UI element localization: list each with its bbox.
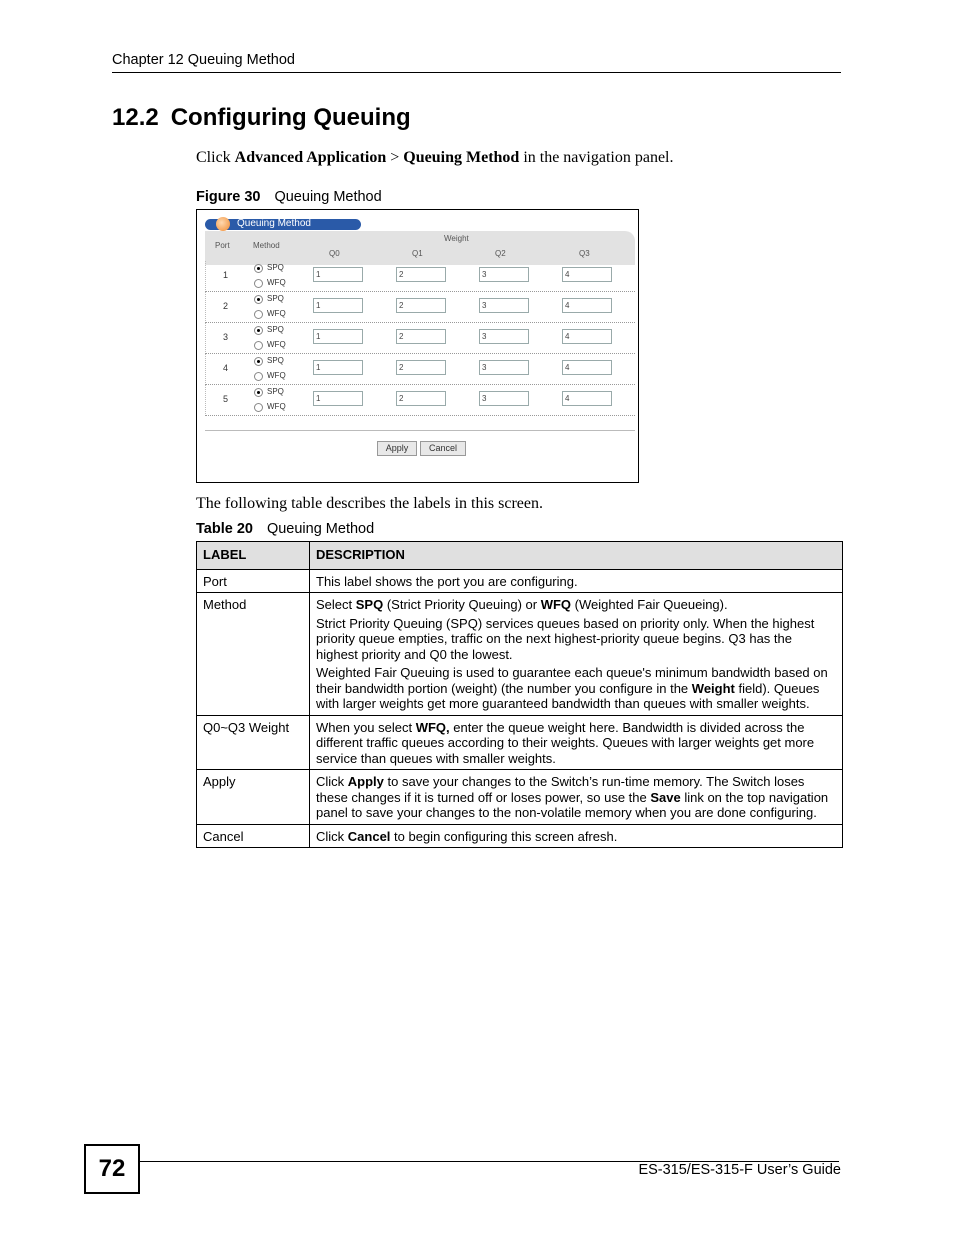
port-number: 1 [223,270,229,280]
row-description [310,715,843,770]
row-description [310,569,843,593]
description-table [196,541,843,848]
row-label: Q0~Q3 Weight [197,715,310,770]
row-label: Method [197,593,310,716]
table-header-row [197,542,843,570]
q2-weight-input[interactable]: 3 [479,267,529,282]
row-label: Cancel [197,824,310,848]
q0-weight-input[interactable]: 1 [313,267,363,282]
running-header: Chapter 12 Queuing Method [112,52,295,68]
description-text: This label shows the port you are configuring. [316,573,578,589]
port-row [205,292,635,323]
q3-weight-input[interactable]: 4 [562,360,612,375]
table-caption [196,521,374,537]
wfq-radio[interactable] [254,341,263,350]
header-q3: Q3 [579,249,590,258]
row-description [310,770,843,825]
apply-button[interactable]: Apply [377,441,417,456]
port-row [205,261,635,292]
spq-label: SPQ [267,387,284,396]
q0-weight-input[interactable]: 1 [313,360,363,375]
q2-weight-input[interactable]: 3 [479,329,529,344]
section-number: 12.2 [112,104,159,131]
table-intro: The following table describes the labels in this screen. [196,495,544,512]
row-description [310,824,843,848]
description-text: Weighted Fair Queuing is used to guarantee each queue's minimum bandwidth based on their bandwidth portion (weight) (the number you configure in the Weight field). Queues with larger weights get more guaranteed bandwidth than queues with smaller weights. [316,665,828,711]
q1-weight-input[interactable]: 2 [396,360,446,375]
spq-label: SPQ [267,294,284,303]
intro-prefix: Click [196,149,235,166]
q1-weight-input[interactable]: 2 [396,298,446,313]
cancel-button[interactable]: Cancel [420,441,466,456]
figure-caption [196,189,382,205]
q2-weight-input[interactable]: 3 [479,391,529,406]
port-number: 4 [223,363,229,373]
intro-paragraph [196,149,674,167]
description-column-header: DESCRIPTION [310,542,843,570]
intro-separator: > [386,149,404,166]
port-number: 3 [223,332,229,342]
wfq-label: WFQ [267,309,286,318]
table-title: Queuing Method [266,521,375,537]
q0-weight-input[interactable]: 1 [313,298,363,313]
port-number: 5 [223,394,229,404]
wfq-label: WFQ [267,402,286,411]
description-text: Click Cancel to begin configuring this screen afresh. [316,828,618,844]
spq-radio[interactable] [254,357,263,366]
header-q2: Q2 [495,249,506,258]
wfq-label: WFQ [267,340,286,349]
spq-radio[interactable] [254,388,263,397]
wfq-radio[interactable] [254,372,263,381]
row-label: Port [197,569,310,593]
spq-label: SPQ [267,356,284,365]
spq-label: SPQ [267,263,284,272]
q3-weight-input[interactable]: 4 [562,298,612,313]
q0-weight-input[interactable]: 1 [313,391,363,406]
port-number: 2 [223,301,229,311]
header-q0: Q0 [329,249,340,258]
spq-label: SPQ [267,325,284,334]
description-text: Strict Priority Queuing (SPQ) services queues based on priority only. When the highest priority queue empties, traffic on the next highest-priority queue begins. Q3 has the highest priority and Q0 the lowest. [316,615,815,662]
guide-title: ES-315/ES-315-F User’s Guide [638,1162,841,1178]
panel-title-icon [216,217,230,231]
spq-radio[interactable] [254,326,263,335]
header-weight: Weight [444,234,469,243]
row-label: Apply [197,770,310,825]
description-text: Select SPQ (Strict Priority Queuing) or WFQ (Weighted Fair Queueing). [316,597,728,612]
table-row [197,824,843,848]
table-label: Table 20 [196,521,253,537]
q1-weight-input[interactable]: 2 [396,267,446,282]
wfq-radio[interactable] [254,403,263,412]
description-text: Click Apply to save your changes to the Switch’s run-time memory. The Switch loses these changes if it is turned off or loses power, so use the Save link on the top navigation panel to save your changes to the non-volatile memory when you are done configuring. [316,774,829,820]
grid-header [205,231,635,265]
q2-weight-input[interactable]: 3 [479,360,529,375]
label-column-header: LABEL [197,542,310,570]
spq-radio[interactable] [254,264,263,273]
table-row [197,770,843,825]
wfq-label: WFQ [267,371,286,380]
q0-weight-input[interactable]: 1 [313,329,363,344]
panel-divider [205,430,635,431]
header-method: Method [253,241,280,250]
port-row [205,354,635,385]
spq-radio[interactable] [254,295,263,304]
q3-weight-input[interactable]: 4 [562,329,612,344]
section-title-text: Configuring Queuing [170,104,411,131]
wfq-radio[interactable] [254,310,263,319]
intro-suffix: in the navigation panel. [519,149,674,166]
section-title [112,104,411,132]
q3-weight-input[interactable]: 4 [562,267,612,282]
table-row [197,715,843,770]
q3-weight-input[interactable]: 4 [562,391,612,406]
wfq-radio[interactable] [254,279,263,288]
row-description [310,593,843,716]
table-row [197,593,843,716]
figure-title: Queuing Method [274,189,382,205]
port-row [205,323,635,354]
intro-menu-item: Advanced Application [234,149,387,166]
q1-weight-input[interactable]: 2 [396,329,446,344]
intro-submenu-item: Queuing Method [403,149,520,166]
q1-weight-input[interactable]: 2 [396,391,446,406]
page-number: 72 [84,1144,140,1194]
panel-title: Queuing Method [237,218,311,229]
q2-weight-input[interactable]: 3 [479,298,529,313]
header-rule [112,72,841,73]
port-row [205,385,635,416]
description-text: When you select WFQ, enter the queue weight here. Bandwidth is divided across the different traffic queues according to their weights. Queues with larger weights get more service than queues with smaller weights. [316,719,815,766]
queuing-method-screenshot [196,209,639,483]
figure-label: Figure 30 [196,189,261,205]
header-port: Port [215,241,230,250]
header-q1: Q1 [412,249,423,258]
table-row [197,569,843,593]
wfq-label: WFQ [267,278,286,287]
